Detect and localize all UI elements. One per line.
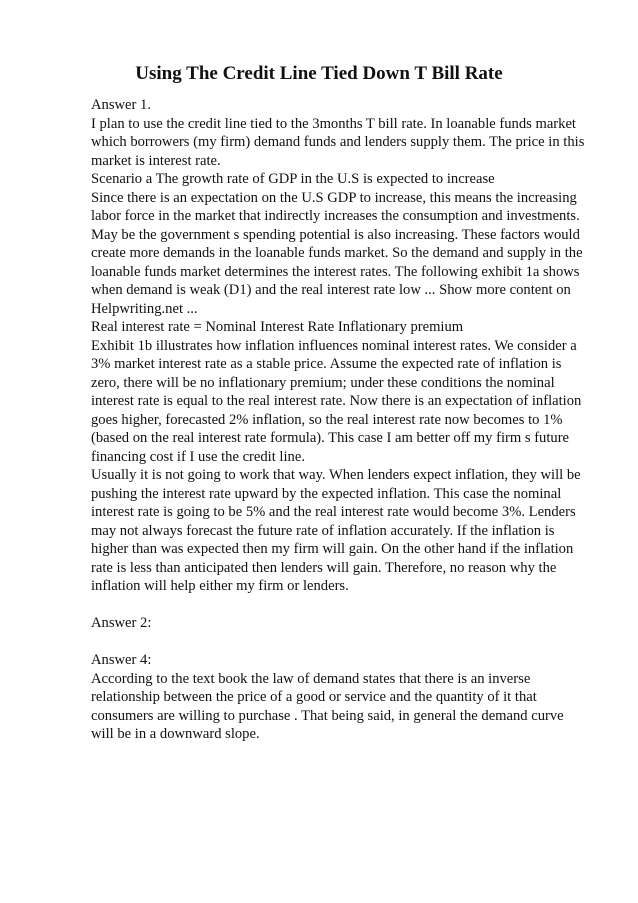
text-line: financing cost if I use the credit line. [91,448,305,465]
text-line: will be in a downward slope. [91,726,260,742]
text-line: (based on the real interest rate formula). This case I am better off my firm s future [91,430,570,446]
text-line: create more demands in the loanable funds market. So the demand and supply in the [91,245,583,261]
text-line: Helpwriting.net ... [91,300,198,317]
text-line: inflation will help either my firm or lenders. [91,578,349,594]
document-title: Using The Credit Line Tied Down T Bill Rate [135,63,503,84]
text-line: Answer 4: [91,652,152,668]
text-line: interest rate is equal to the real interest rate. Now there is an expectation of inflation [91,393,582,409]
text-line: Exhibit 1b illustrates how inflation influences nominal interest rates. We consider a [91,337,577,354]
text-line: Answer 2: [91,615,152,631]
text-line: market is interest rate. [91,152,221,169]
text-line: Answer 1. [91,97,151,113]
text-line: Scenario a The growth rate of GDP in the U.S is expected to increase [91,171,495,187]
text-line: pushing the interest rate upward by the expected inflation. This case the nominal [91,485,562,502]
text-line: May be the government s spending potential is also increasing. These factors would [91,226,580,243]
text-line: zero, there will be no inflationary premium; under these conditions the nominal [91,374,555,391]
text-line: Real interest rate = Nominal Interest Rate Inflationary premium [91,319,464,335]
text-line: interest rate is going to be 5% and the real interest rate would become 3%. Lenders [91,504,576,520]
document-body [91,96,591,744]
text-line: I plan to use the credit line tied to the 3months T bill rate. In loanable funds market [91,115,576,132]
text-line: consumers are willing to purchase . That being said, in general the demand curve [91,707,564,724]
text-line: rate is less than anticipated then lenders will gain. Therefore, no reason why the [91,559,557,576]
text-line: 3% market interest rate as a stable price. Assume the expected rate of inflation is [91,356,562,372]
text-line: which borrowers (my firm) demand funds and lenders supply them. The price in this [91,134,585,150]
text-line: Since there is an expectation on the U.S GDP to increase, this means the increasing [91,189,577,206]
text-line: Usually it is not going to work that way. When lenders expect inflation, they will be [91,467,581,483]
text-line: when demand is weak (D1) and the real interest rate low ... Show more content on [91,282,571,298]
paragraph-gap [91,633,591,652]
text-line: higher than was expected then my firm will gain. On the other hand if the inflation [91,541,574,557]
text-line: loanable funds market determines the interest rates. The following exhibit 1a shows [91,263,580,280]
text-line: labor force in the market that indirectly increases the consumption and investments. [91,208,580,224]
text-line: relationship between the price of a good or service and the quantity of it that [91,689,537,705]
text-line: According to the text book the law of demand states that there is an inverse [91,670,531,687]
text-line: goes higher, forecasted 2% inflation, so the real interest rate now becomes to 1% [91,411,563,428]
paragraph-gap [91,596,591,615]
text-line: may not always forecast the future rate of inflation accurately. If the inflation is [91,522,555,539]
